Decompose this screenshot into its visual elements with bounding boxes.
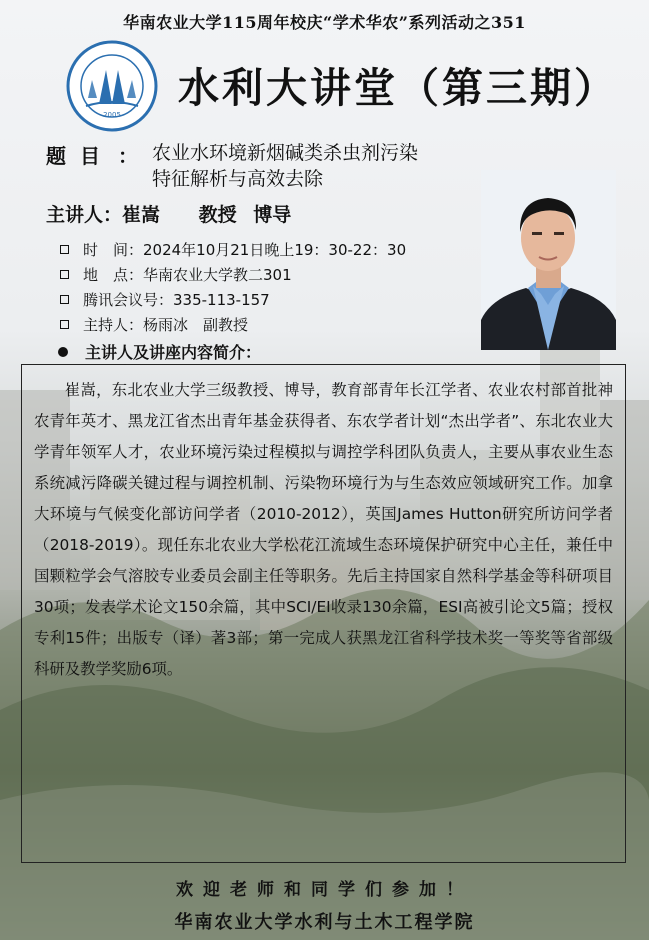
speaker-title-supervisor: 博导 (253, 204, 292, 226)
speaker-title-professor: 教授 (198, 204, 237, 226)
university-logo (66, 40, 158, 132)
speaker-line (46, 200, 297, 227)
info-location: 地 点：华南农业大学教二301 (60, 262, 406, 287)
topic-line-1: 农业水环境新烟碱类杀虫剂污染 (152, 142, 419, 164)
square-bullet-icon (60, 295, 69, 304)
bio-box (21, 364, 626, 863)
square-bullet-icon (60, 320, 69, 329)
speaker-photo (481, 170, 616, 350)
topic-label: 题目 (46, 144, 114, 168)
speaker-bio: 崔嵩，东北农业大学三级教授、博导，教育部青年长江学者、农业农村部首批神农青年英才、黑龙江省杰出青年基金获得者、东农学者计划“杰出学者”、东北农业大学青年领军人才，农业环境污染过程模拟与调控学科团队负责人，主要从事农业生态系统减污降碳关键过程与调控机制、污染物环境行为与生态效应领域研究工作。加拿大环境与气候变化部访问学者（2010-2012），英国James Hutton研究所访问学者（2018-2019）。现任东北农业大学松花江流域生态环境保护研究中心主任，兼任中国颗粒学会气溶胶专业委员会副主任等职务。先后主持国家自然科学基金等科研项目30项；发表学术论文150余篇，其中SCI/EI收录130余篇，ESI高被引论文5篇；授权专利15件；出版专（译）著3部；第一完成人获黑龙江省科学技术奖一等奖等省部级科研及教学奖励6项。 (34, 381, 613, 678)
info-meeting-id: 腾讯会议号：335-113-157 (60, 287, 406, 312)
round-bullet-icon (58, 347, 68, 357)
square-bullet-icon (60, 270, 69, 279)
info-time: 时 间：2024年10月21日晚上19：30-22：30 (60, 237, 406, 262)
topic-colon: ： (118, 144, 138, 168)
topic-line-2: 特征解析与高效去除 (152, 168, 324, 190)
svg-text:2005: 2005 (103, 111, 121, 119)
square-bullet-icon (60, 245, 69, 254)
event-series-line: 华南农业大学115周年校庆“学术华农”系列活动之351 (123, 13, 526, 32)
page-title: 水利大讲堂（第三期） (178, 64, 618, 112)
topic-text (152, 140, 418, 192)
event-info-list (60, 237, 406, 337)
speaker-name: 主讲人：崔嵩 (46, 204, 161, 226)
info-host: 主持人：杨雨冰 副教授 (60, 312, 406, 337)
organizer-college: 华南农业大学水利与土木工程学院 (174, 912, 475, 933)
intro-heading: 主讲人及讲座内容简介： (58, 340, 261, 363)
welcome-message: 欢迎老师和同学们参加！ (176, 880, 473, 900)
